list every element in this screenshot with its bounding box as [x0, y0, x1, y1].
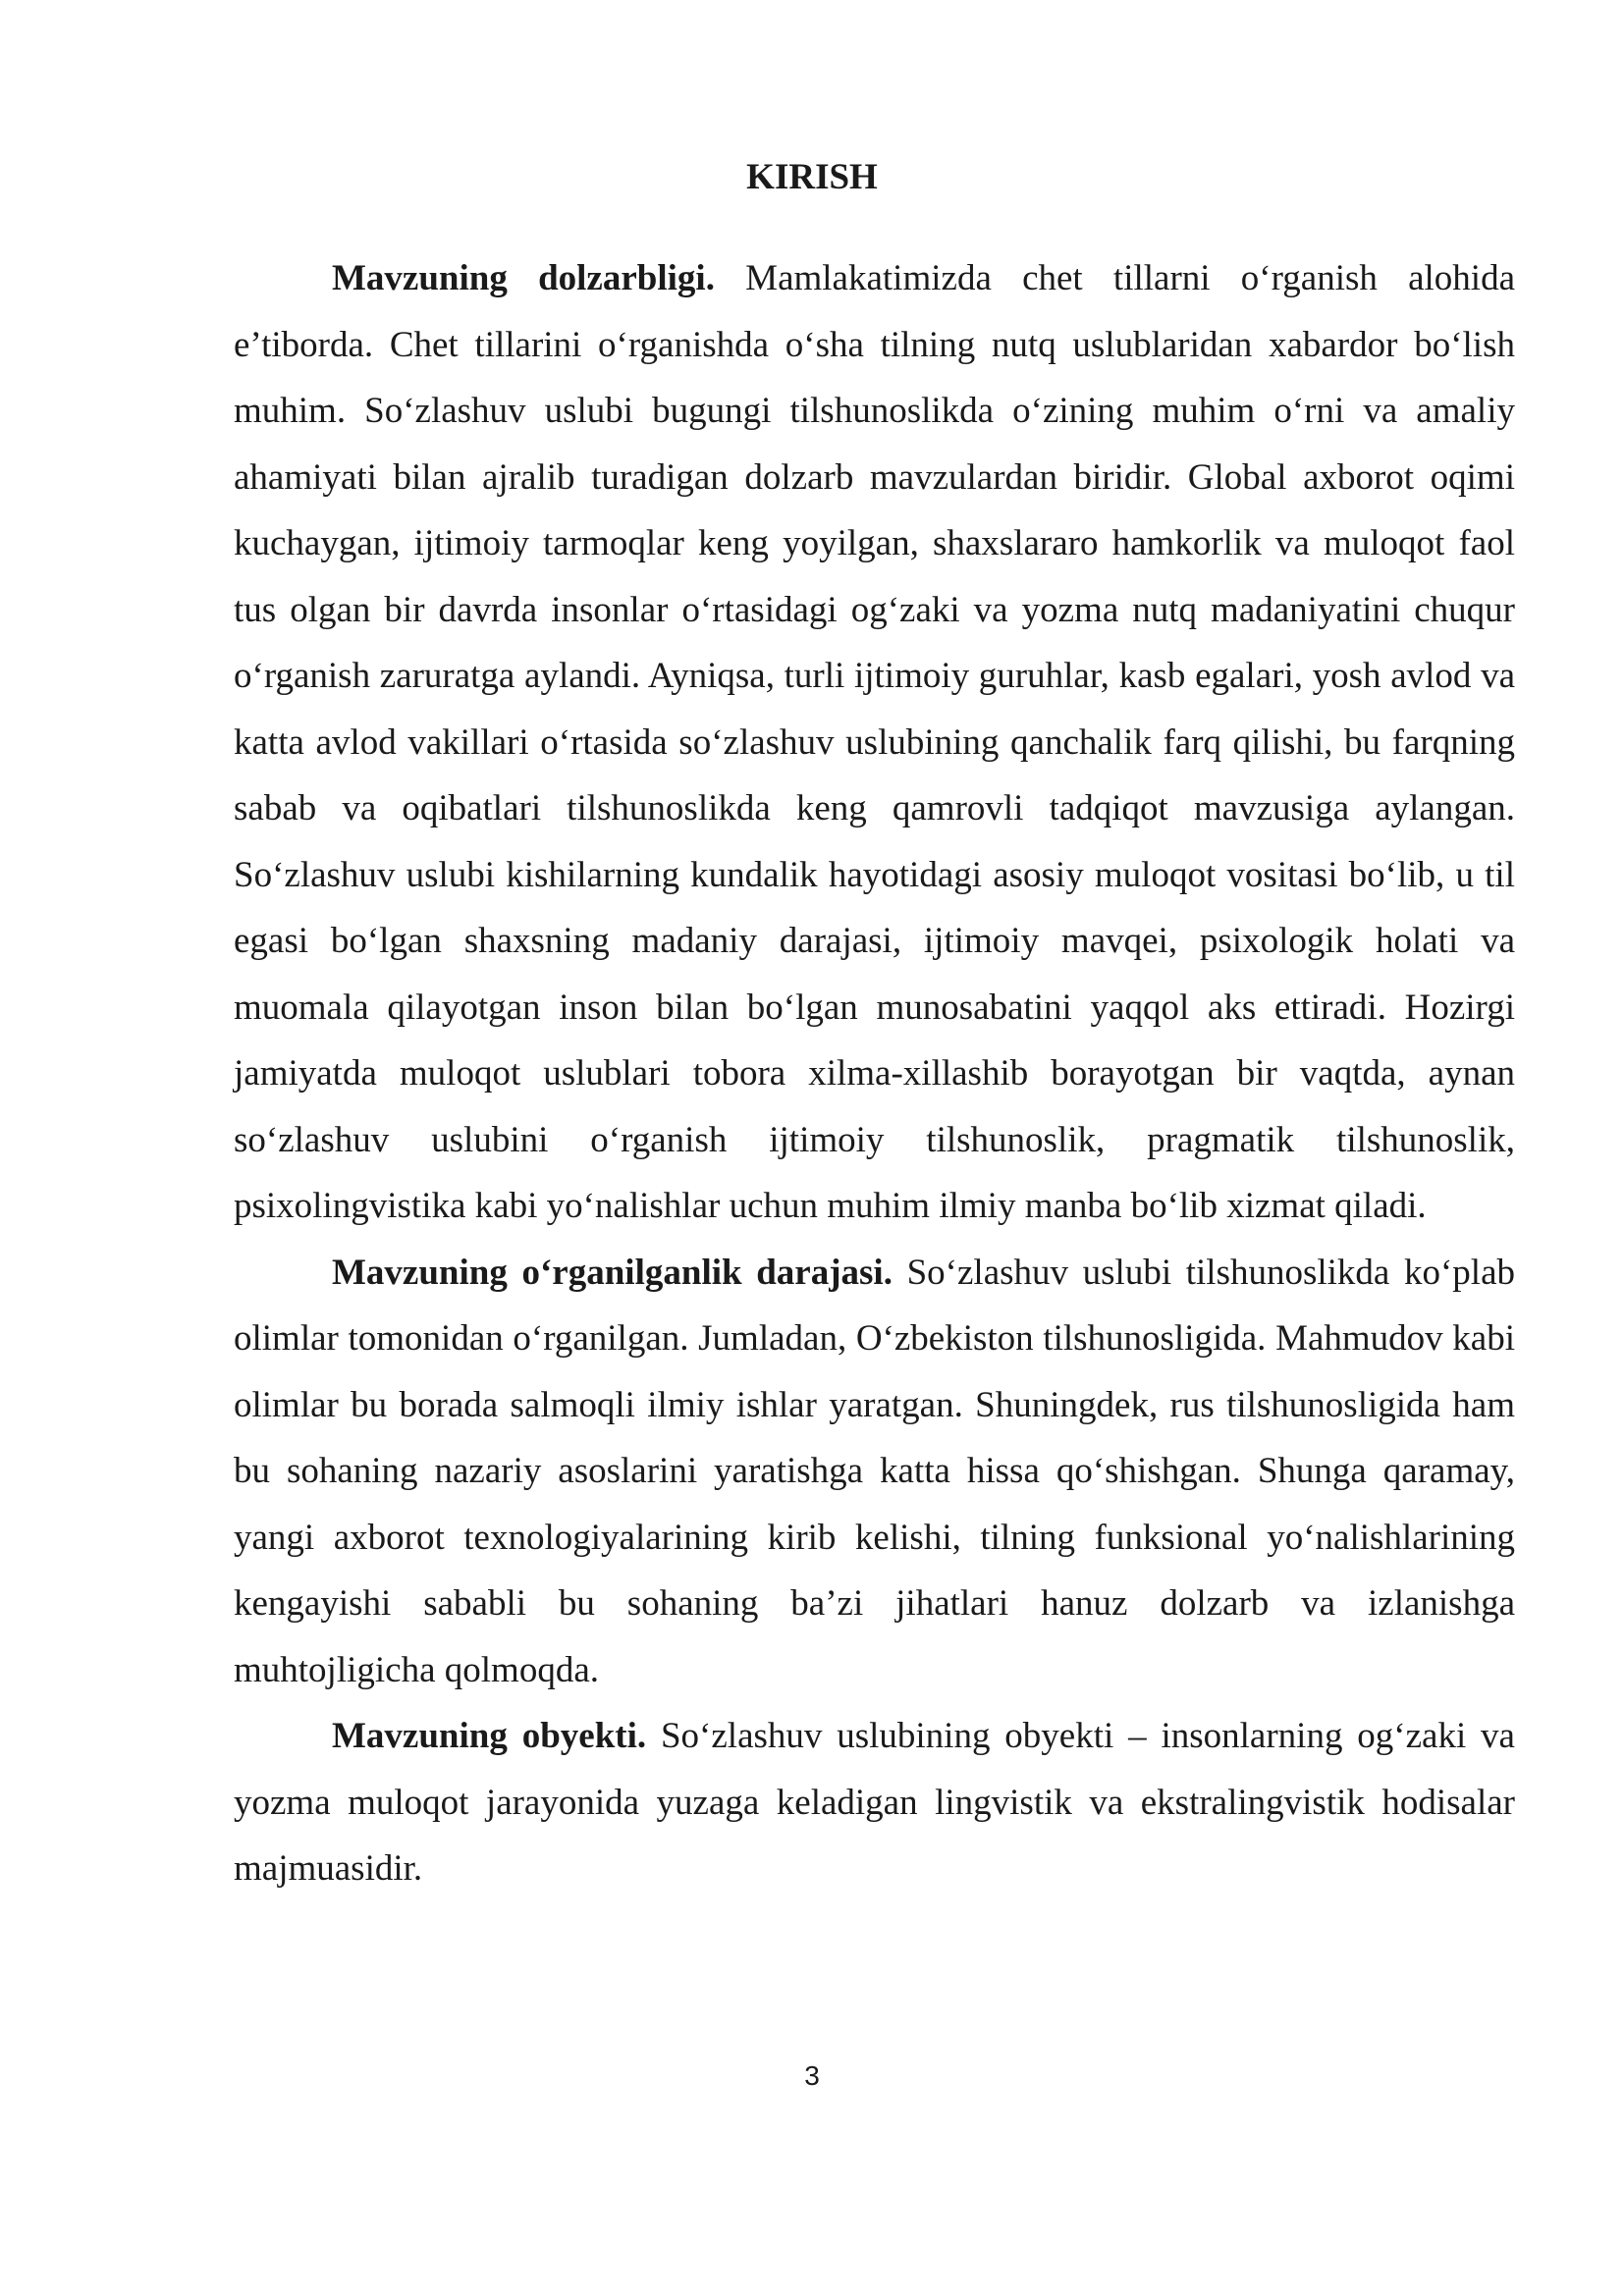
paragraph-object [234, 1703, 1515, 1902]
body-text [234, 245, 1515, 1902]
paragraph-text: Mamlakatimizda chet tillarni o‘rganish alohida e’tiborda. Chet tillarini o‘rganishda o‘sha tilning nutq uslublaridan xabardor bo‘lish muhim. So‘zlashuv uslubi bugungi tilshunoslikda o‘zining muhim o‘rni va amaliy ahamiyati bilan ajralib turadigan dolzarb mavzulardan biridir. Global axborot oqimi kuchaygan, ijtimoiy tarmoqlar keng yoyilgan, shaxslararo hamkorlik va muloqot faol tus olgan bir davrda insonlar o‘rtasidagi og‘zaki va yozma nutq madaniyatini chuqur o‘rganish zaruratga aylandi. Ayniqsa, turli ijtimoiy guruhlar, kasb egalari, yosh avlod va katta avlod vakillari o‘rtasida so‘zlashuv uslubining qanchalik farq qilishi, bu farqning sabab va oqibatlari tilshunoslikda keng qamrovli tadqiqot mavzusiga aylangan. So‘zlashuv uslubi kishilarning kundalik hayotidagi asosiy muloqot vositasi bo‘lib, u til egasi bo‘lgan shaxsning madaniy darajasi, ijtimoiy mavqei, psixologik holati va muomala qilayotgan inson bilan bo‘lgan munosabatini yaqqol aks ettiradi. Hozirgi jamiyatda muloqot uslublari tobora xilma-xillashib borayotgan bir vaqtda, aynan so‘zlashuv uslubini o‘rganish ijtimoiy tilshunoslik, pragmatik tilshunoslik, psixolingvistika kabi yo‘nalishlar uchun muhim ilmiy manba bo‘lib xizmat qiladi. [234, 258, 1515, 1226]
paragraph-lead: Mavzuning o‘rganilganlik darajasi. [332, 1252, 893, 1293]
paragraph-text: So‘zlashuv uslubi tilshunoslikda ko‘plab olimlar tomonidan o‘rganilgan. Jumladan, O‘zbekiston tilshunosligida. Mahmudov kabi olimlar bu borada salmoqli ilmiy ishlar yaratgan. Shuningdek, rus tilshunosligida ham bu sohaning nazariy asoslarini yaratishga katta hissa qo‘shishgan. Shunga qaramay, yangi axborot texnologiyalarining kirib kelishi, tilning funksional yo‘nalishlarining kengayishi sababli bu sohaning ba’zi jihatlari hanuz dolzarb va izlanishga muhtojligicha qolmoqda. [234, 1252, 1516, 1690]
paragraph-lead: Mavzuning obyekti. [332, 1716, 647, 1756]
paragraph-lead: Mavzuning dolzarbligi. [332, 258, 715, 298]
paragraph-relevance [234, 245, 1515, 1240]
section-heading: KIRISH [746, 157, 878, 197]
paragraph-text: So‘zlashuv uslubining obyekti – insonlarning og‘zaki va yozma muloqot jarayonida yuzaga keladigan lingvistik va ekstralingvistik hodisalar majmuasidir. [234, 1716, 1515, 1889]
page-number: 3 [804, 2060, 820, 2091]
paragraph-research-degree [234, 1240, 1515, 1704]
